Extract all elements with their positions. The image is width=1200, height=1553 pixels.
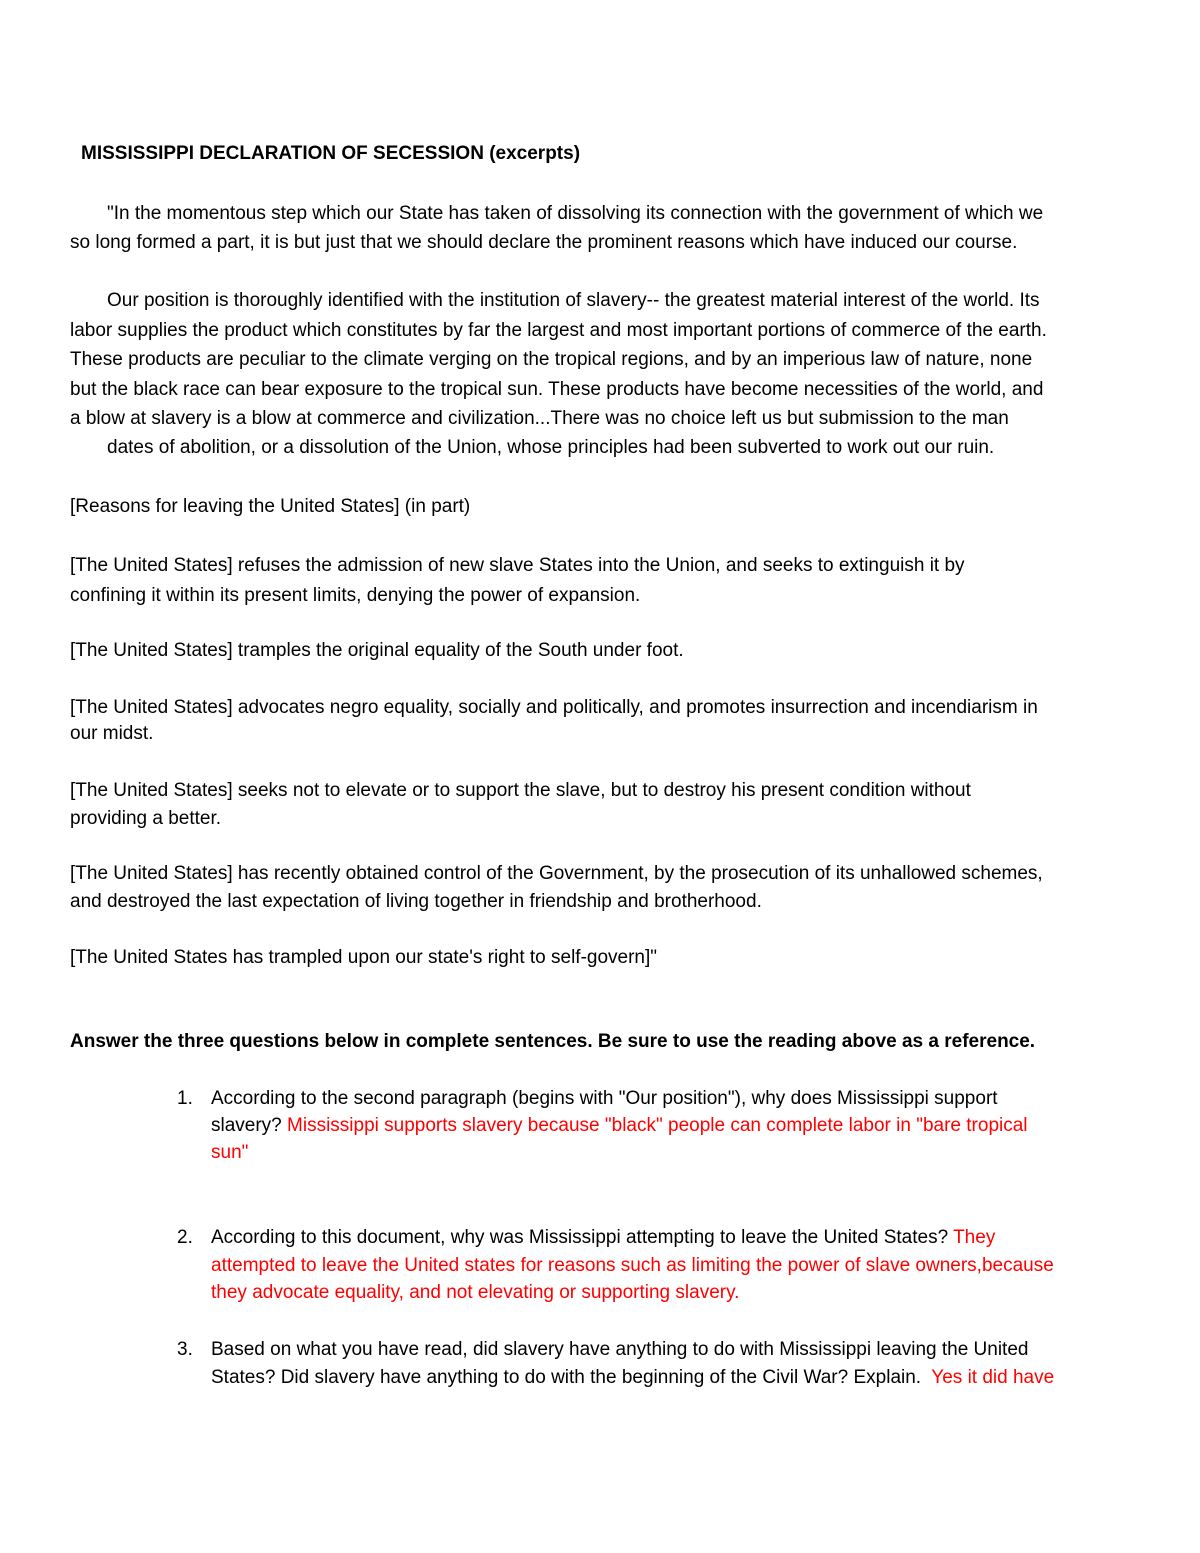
question-text: slavery? (211, 1115, 288, 1136)
reason-line: [The United States has trampled upon our state's right to self-govern]" (70, 947, 658, 968)
reason-line: [The United States] advocates negro equality, socially and politically, and promotes insurrection and incendiarism in (70, 697, 1038, 718)
reason-line: and destroyed the last expectation of living together in friendship and brotherhood. (70, 891, 762, 912)
question-number: 1. (177, 1088, 193, 1109)
para2-line: dates of abolition, or a dissolution of the Union, whose principles had been subverted to work out our ruin. (107, 437, 995, 458)
answer-text: attempted to leave the United states for reasons such as limiting the power of slave owners,because (211, 1255, 1054, 1276)
question-line (211, 1227, 995, 1249)
instructions: Answer the three questions below in complete sentences. Be sure to use the reading above as a reference. (70, 1031, 1036, 1052)
para2-line: These products are peculiar to the climate verging on the tropical regions, and by an imperious law of nature, none (70, 349, 1033, 370)
reason-line: confining it within its present limits, denying the power of expansion. (70, 585, 641, 606)
reason-line: [The United States] has recently obtained control of the Government, by the prosecution of its unhallowed schemes, (70, 863, 1043, 884)
para2-line: labor supplies the product which constitutes by far the largest and most important portions of commerce of the earth. (70, 320, 1047, 341)
answer-text: they advocate equality, and not elevating or supporting slavery. (211, 1282, 740, 1303)
question-line (211, 1115, 1028, 1137)
reason-line: [The United States] refuses the admission of new slave States into the Union, and seeks to extinguish it by (70, 555, 965, 576)
para1-line: so long formed a part, it is but just that we should declare the prominent reasons which have induced our course. (70, 232, 1018, 253)
answer-text: Yes it did have (931, 1367, 1055, 1388)
question-text: Based on what you have read, did slavery have anything to do with Mississippi leaving the United (211, 1339, 1029, 1360)
para2-line: but the black race can bear exposure to the tropical sun. These products have become necessities of the world, and (70, 379, 1044, 400)
question-number: 3. (177, 1339, 193, 1360)
para2-line: a blow at slavery is a blow at commerce and civilization...There was no choice left us but submission to the man (70, 408, 1009, 429)
question-text: According to this document, why was Mississippi attempting to leave the United States? (211, 1227, 954, 1248)
reason-line: [The United States] seeks not to elevate or to support the slave, but to destroy his present condition without (70, 780, 971, 801)
answer-text: Mississippi supports slavery because "black" people can complete labor in "bare tropical (287, 1115, 1028, 1136)
question-text: States? Did slavery have anything to do with the beginning of the Civil War? Explain. (211, 1367, 932, 1388)
question-line (211, 1367, 1054, 1389)
answer-text: sun" (211, 1142, 249, 1163)
reason-line: [The United States] tramples the original equality of the South under foot. (70, 640, 684, 661)
reason-line: our midst. (70, 723, 154, 744)
para1-line: "In the momentous step which our State has taken of dissolving its connection with the government of which we (107, 203, 1044, 224)
reason-line: providing a better. (70, 808, 222, 829)
para2-line: Our position is thoroughly identified with the institution of slavery-- the greatest material interest of the world. Its (107, 290, 1040, 311)
question-text: According to the second paragraph (begins with "Our position"), why does Mississippi support (211, 1088, 998, 1109)
question-number: 2. (177, 1227, 193, 1248)
reasons-heading: [Reasons for leaving the United States] (in part) (70, 496, 471, 517)
document-title: MISSISSIPPI DECLARATION OF SECESSION (excerpts) (81, 143, 581, 164)
answer-text: They (953, 1227, 996, 1248)
